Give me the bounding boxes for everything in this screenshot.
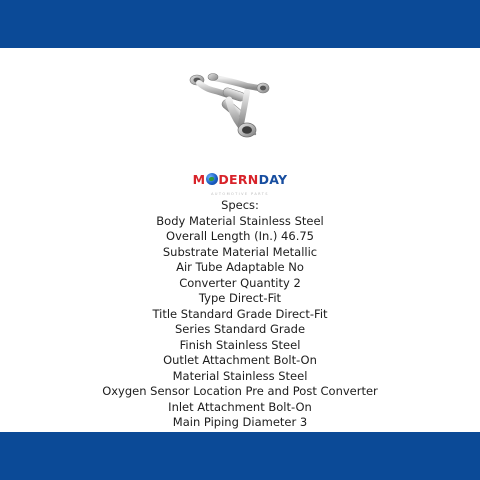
spec-line: Material Stainless Steel — [172, 368, 308, 383]
spec-line: Overall Length (In.) 46.75 — [166, 229, 314, 243]
spec-line: Series Standard Grade — [174, 322, 306, 336]
logo-letter-m: M — [192, 172, 206, 187]
logo-tagline: AUTOMOTIVE PARTS — [211, 192, 269, 196]
brand-logo — [0, 172, 480, 196]
right-pipe — [215, 78, 259, 88]
specs-heading: Specs: — [221, 198, 259, 212]
bottom-banner — [0, 432, 480, 480]
top-banner — [0, 0, 480, 48]
globe-icon — [206, 173, 218, 185]
spec-line: Body Material Stainless Steel — [156, 213, 324, 228]
logo-text-dern: DERN — [218, 172, 259, 187]
specs-list — [0, 198, 480, 431]
spec-line: Type Direct-Fit — [198, 291, 282, 305]
spec-line: Air Tube Adaptable No — [176, 260, 304, 274]
spec-line: Finish Stainless Steel — [179, 337, 301, 352]
spec-line: Inlet Attachment Bolt-On — [168, 399, 312, 414]
logo-text-day: DAY — [258, 172, 288, 187]
spec-line: Oxygen Sensor Location Pre and Post Converter — [102, 384, 378, 398]
product-image — [185, 66, 275, 146]
spec-line: Converter Quantity 2 — [179, 275, 301, 290]
spec-line: Title Standard Grade Direct-Fit — [152, 306, 328, 321]
spec-line: Substrate Material Metallic — [162, 244, 318, 259]
spec-line: Main Piping Diameter 3 — [172, 415, 308, 429]
spec-line: Outlet Attachment Bolt-On — [163, 353, 317, 367]
